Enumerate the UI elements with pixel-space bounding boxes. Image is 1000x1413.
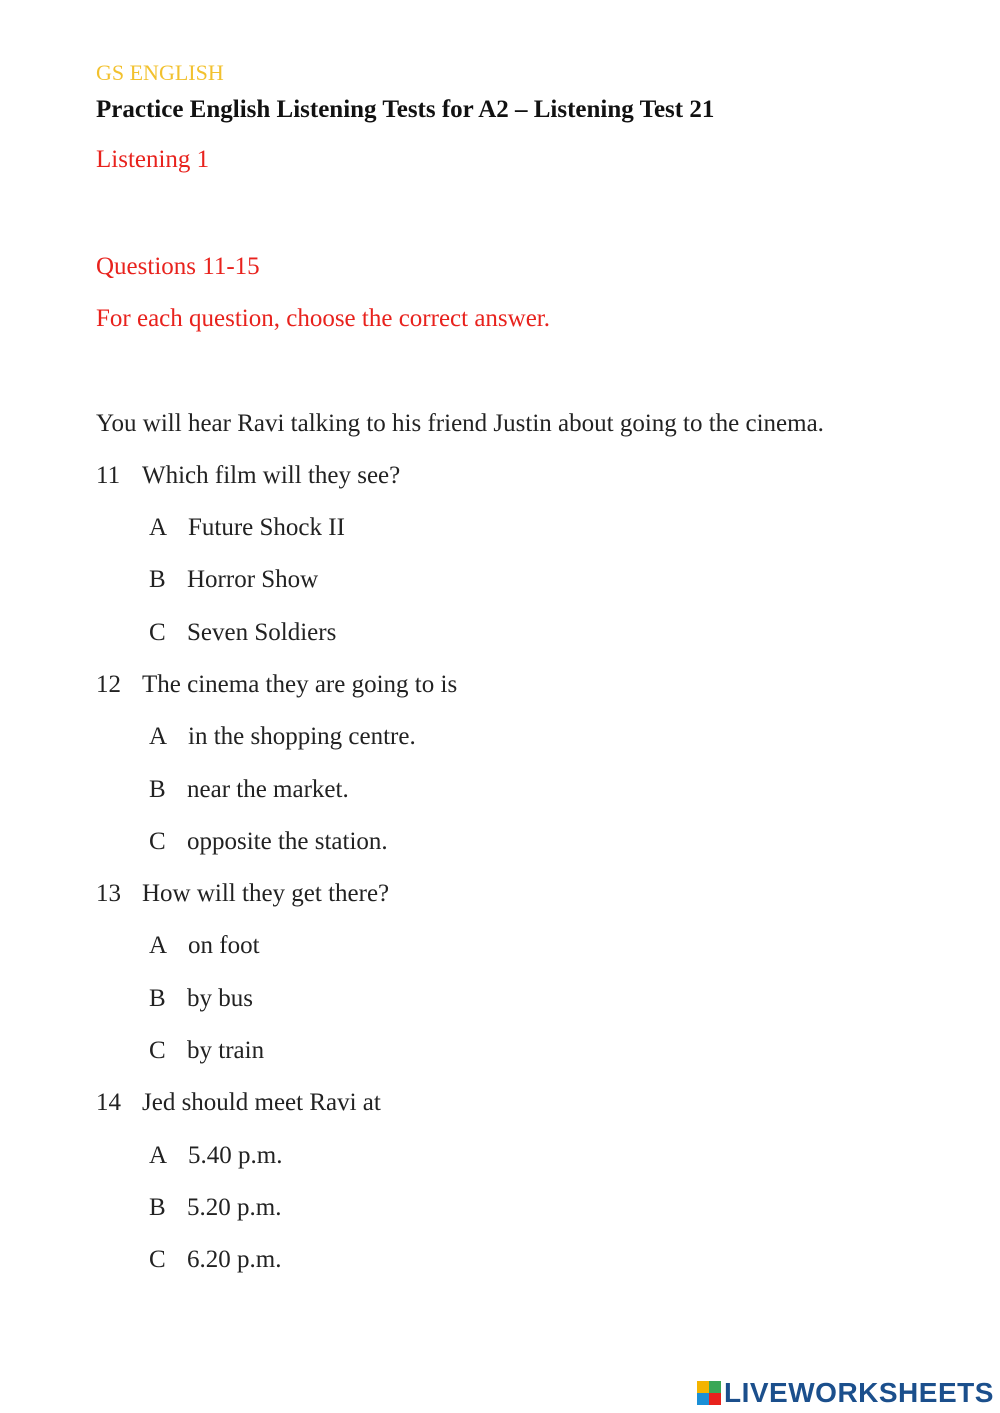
- liveworksheets-logo: [697, 1376, 994, 1410]
- option-text[interactable]: on foot: [188, 932, 260, 959]
- option-text[interactable]: Horror Show: [187, 566, 319, 593]
- option-text[interactable]: 6.20 p.m.: [187, 1246, 282, 1273]
- option-letter[interactable]: C: [149, 1037, 166, 1064]
- question-text: Jed should meet Ravi at: [142, 1089, 381, 1116]
- question-range: Questions 11-15: [96, 253, 260, 280]
- option-letter[interactable]: C: [149, 1246, 166, 1273]
- option-text[interactable]: near the market.: [187, 776, 349, 803]
- liveworksheets-logo-text: LIVEWORKSHEETS: [724, 1377, 994, 1408]
- option-text[interactable]: by train: [187, 1037, 265, 1064]
- option-letter[interactable]: C: [149, 619, 166, 646]
- option-text[interactable]: 5.20 p.m.: [187, 1194, 282, 1221]
- question-number: 11: [96, 462, 121, 489]
- option-letter[interactable]: A: [149, 932, 168, 959]
- question-text: Which film will they see?: [142, 462, 401, 489]
- option-letter[interactable]: A: [149, 723, 168, 750]
- option-text[interactable]: Seven Soldiers: [187, 619, 337, 646]
- option-text[interactable]: 5.40 p.m.: [188, 1142, 283, 1169]
- option-text[interactable]: opposite the station.: [187, 828, 388, 855]
- intro-text: You will hear Ravi talking to his friend Justin about going to the cinema.: [96, 410, 824, 437]
- question-number: 12: [96, 671, 121, 698]
- option-text[interactable]: in the shopping centre.: [188, 723, 416, 750]
- option-letter[interactable]: A: [149, 1142, 168, 1169]
- option-letter[interactable]: A: [149, 514, 168, 541]
- option-letter[interactable]: B: [149, 1194, 166, 1221]
- option-letter[interactable]: C: [149, 828, 166, 855]
- option-letter[interactable]: B: [149, 776, 166, 803]
- question-text: How will they get there?: [142, 880, 390, 907]
- section-label: Listening 1: [96, 146, 210, 173]
- option-letter[interactable]: B: [149, 985, 166, 1012]
- brand-label: GS ENGLISH: [96, 60, 224, 85]
- question-text: The cinema they are going to is: [142, 671, 458, 698]
- option-text[interactable]: by bus: [187, 985, 253, 1012]
- question-number: 13: [96, 880, 121, 907]
- liveworksheets-logo-icon: [697, 1381, 721, 1405]
- option-text[interactable]: Future Shock II: [188, 514, 345, 541]
- page-title: Practice English Listening Tests for A2 – Listening Test 21: [96, 96, 715, 123]
- option-letter[interactable]: B: [149, 566, 166, 593]
- question-number: 14: [96, 1089, 121, 1116]
- instruction-text: For each question, choose the correct answer.: [96, 305, 551, 332]
